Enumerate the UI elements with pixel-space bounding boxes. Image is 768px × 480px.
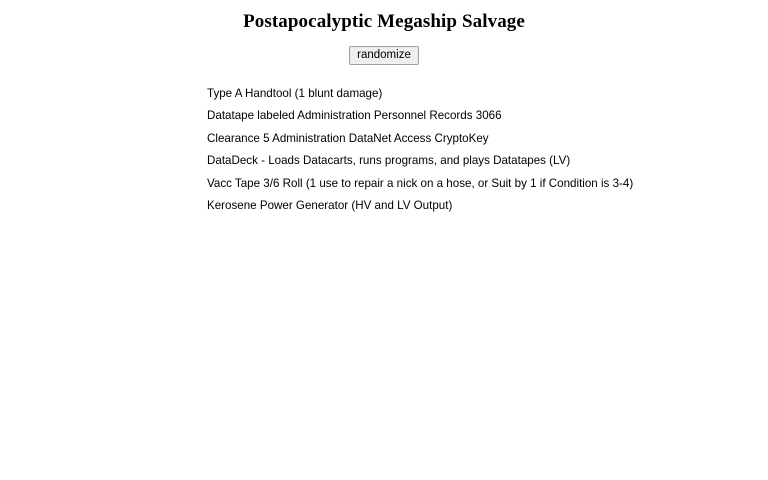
list-item: Datatape labeled Administration Personnel Records 3066: [207, 109, 502, 123]
list-item: Vacc Tape 3/6 Roll (1 use to repair a nick on a hose, or Suit by 1 if Condition is 3-4): [207, 176, 634, 190]
list-item: DataDeck - Loads Datacarts, runs programs, and plays Datatapes (LV): [207, 154, 571, 168]
page-title: Postapocalyptic Megaship Salvage: [243, 11, 525, 32]
list-item: Clearance 5 Administration DataNet Access CryptoKey: [207, 131, 489, 145]
list-item: Kerosene Power Generator (HV and LV Output): [207, 198, 453, 212]
list-item: Type A Handtool (1 blunt damage): [207, 87, 383, 100]
results-list: [0, 87, 768, 212]
button-row: [0, 45, 768, 65]
randomize-button[interactable]: randomize: [349, 46, 419, 65]
